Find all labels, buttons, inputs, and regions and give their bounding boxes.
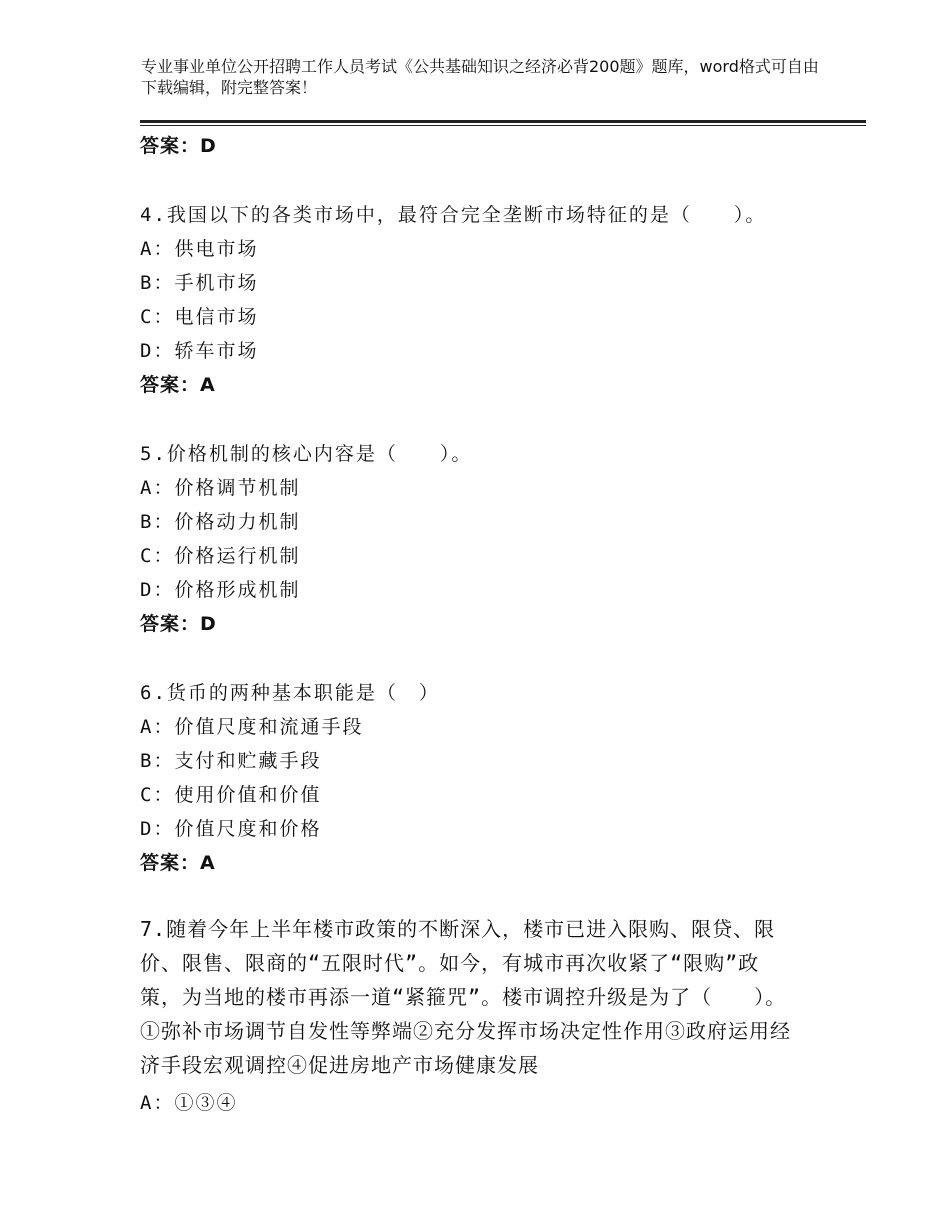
question-6-option-a: A：价值尺度和流通手段 <box>140 716 364 738</box>
question-7-option-a: A：①③④ <box>140 1092 238 1114</box>
question-4-answer: 答案：A <box>140 374 216 396</box>
question-6-stem: 6.货币的两种基本职能是（ ） <box>140 682 440 704</box>
question-6-option-d: D：价值尺度和价格 <box>140 818 322 840</box>
header-rule-thick <box>140 120 866 123</box>
question-5-option-a: A：价格调节机制 <box>140 477 301 499</box>
question-5-option-c: C：价格运行机制 <box>140 545 301 567</box>
question-4-option-c: C：电信市场 <box>140 306 259 328</box>
page-header: 专业事业单位公开招聘工作人员考试《公共基础知识之经济必背200题》题库，word格式可自由下载编辑，附完整答案！ <box>141 57 819 97</box>
header-rule-thin <box>140 125 866 126</box>
question-5-option-d: D：价格形成机制 <box>140 579 301 601</box>
question-6-answer: 答案：A <box>140 852 216 874</box>
question-4-stem: 4.我国以下的各类市场中，最符合完全垄断市场特征的是（ ）。 <box>140 204 767 226</box>
question-6-option-b: B：支付和贮藏手段 <box>140 750 322 772</box>
answer-q3: 答案：D <box>140 135 217 157</box>
question-4-option-d: D：轿车市场 <box>140 340 259 362</box>
question-4-option-a: A：供电市场 <box>140 238 259 260</box>
question-5-answer: 答案：D <box>140 613 217 635</box>
question-5-option-b: B：价格动力机制 <box>140 511 301 533</box>
question-7-stem: 7.随着今年上半年楼市政策的不断深入，楼市已进入限购、限贷、限价、限售、限商的“五限时代”。如今，有城市再次收紧了“限购”政策，为当地的楼市再添一道“紧箍咒”。楼市调控升级是为了（ ）。①弥补市场调节自发性等弊端②充分发挥市场决定性作用③政府运用经济手段宏观调控④促进房地产市场健康发展 <box>140 917 791 1077</box>
question-6-option-c: C：使用价值和价值 <box>140 784 322 806</box>
question-5-stem: 5.价格机制的核心内容是（ ）。 <box>140 443 473 465</box>
question-4-option-b: B：手机市场 <box>140 272 259 294</box>
